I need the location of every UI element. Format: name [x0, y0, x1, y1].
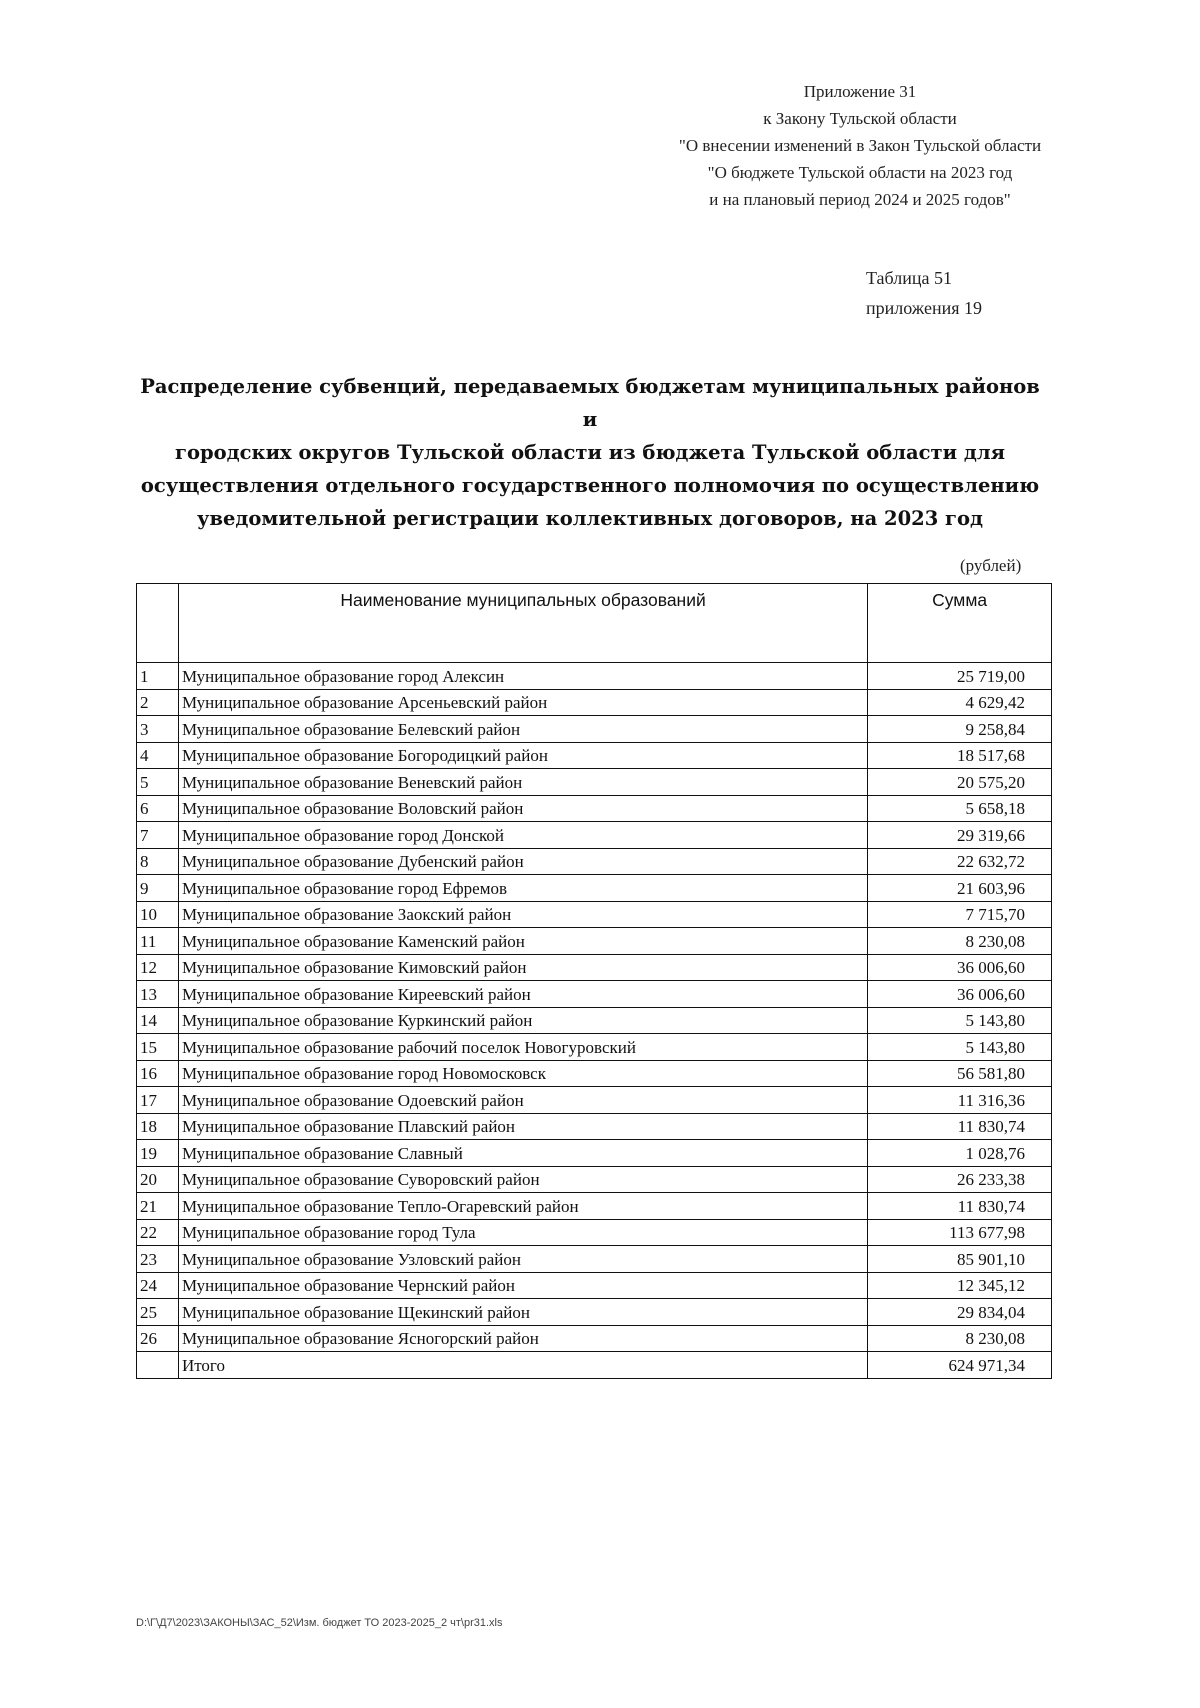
table-body — [137, 584, 1052, 1379]
table-header-row — [137, 584, 1052, 663]
cell-number: 7 — [137, 822, 179, 849]
cell-municipality: Муниципальное образование Одоевский район — [178, 1087, 867, 1114]
table-row — [137, 716, 1052, 743]
table-reference — [866, 263, 1066, 323]
cell-number: 1 — [137, 663, 179, 690]
cell-municipality: Муниципальное образование Дубенский район — [178, 848, 867, 875]
cell-amount: 85 901,10 — [868, 1246, 1052, 1273]
table-row — [137, 1113, 1052, 1140]
header-line: "О внесении изменений в Закон Тульской области — [678, 136, 1042, 155]
cell-municipality: Муниципальное образование Веневский район — [178, 769, 867, 796]
cell-amount: 29 319,66 — [868, 822, 1052, 849]
cell-municipality: Муниципальное образование Белевский район — [178, 716, 867, 743]
cell-municipality: Итого — [178, 1352, 867, 1379]
table-row — [137, 1299, 1052, 1326]
file-path-footer: D:\Г\Д7\2023\ЗАКОНЫ\ЗАС_52\Изм. бюджет ТО 2023-2025_2 чт\pr31.xls — [136, 1617, 503, 1629]
cell-municipality: Муниципальное образование город Донской — [178, 822, 867, 849]
table-row — [137, 1060, 1052, 1087]
table-row — [137, 822, 1052, 849]
table-row — [137, 1272, 1052, 1299]
header-line: и на плановый период 2024 и 2025 годов" — [709, 190, 1011, 209]
cell-amount: 36 006,60 — [868, 981, 1052, 1008]
cell-number: 6 — [137, 795, 179, 822]
cell-amount: 624 971,34 — [868, 1352, 1052, 1379]
total-row — [137, 1352, 1052, 1379]
table-row — [137, 742, 1052, 769]
header-sum: Сумма — [868, 584, 1052, 663]
cell-municipality: Муниципальное образование Суворовский район — [178, 1166, 867, 1193]
cell-municipality: Муниципальное образование рабочий поселок Новогуровский — [178, 1034, 867, 1061]
cell-municipality: Муниципальное образование Заокский район — [178, 901, 867, 928]
cell-number: 17 — [137, 1087, 179, 1114]
table-row — [137, 1087, 1052, 1114]
cell-amount: 25 719,00 — [868, 663, 1052, 690]
cell-municipality: Муниципальное образование Воловский район — [178, 795, 867, 822]
cell-number: 25 — [137, 1299, 179, 1326]
table-row — [137, 663, 1052, 690]
table-row — [137, 1007, 1052, 1034]
table-row — [137, 875, 1052, 902]
cell-amount: 36 006,60 — [868, 954, 1052, 981]
table-row — [137, 1140, 1052, 1167]
cell-number: 26 — [137, 1325, 179, 1352]
title-line: уведомительной регистрации коллективных договоров, на 2023 год — [196, 507, 984, 530]
table-row — [137, 1246, 1052, 1273]
cell-number: 19 — [137, 1140, 179, 1167]
cell-municipality: Муниципальное образование город Алексин — [178, 663, 867, 690]
header-line: к Закону Тульской области — [763, 109, 957, 128]
cell-number: 12 — [137, 954, 179, 981]
cell-number: 5 — [137, 769, 179, 796]
cell-municipality: Муниципальное образование Щекинский район — [178, 1299, 867, 1326]
cell-number: 16 — [137, 1060, 179, 1087]
cell-amount: 5 143,80 — [868, 1034, 1052, 1061]
table-row — [137, 1034, 1052, 1061]
cell-municipality: Муниципальное образование Плавский район — [178, 1113, 867, 1140]
cell-amount: 18 517,68 — [868, 742, 1052, 769]
cell-amount: 22 632,72 — [868, 848, 1052, 875]
cell-municipality: Муниципальное образование Кимовский район — [178, 954, 867, 981]
cell-number: 13 — [137, 981, 179, 1008]
cell-municipality: Муниципальное образование город Ефремов — [178, 875, 867, 902]
title-line: Распределение субвенций, передаваемых бюджетам муниципальных районов и — [140, 375, 1040, 431]
cell-municipality: Муниципальное образование Чернский район — [178, 1272, 867, 1299]
cell-municipality: Муниципальное образование Тепло-Огаревский район — [178, 1193, 867, 1220]
table-row — [137, 901, 1052, 928]
table-row — [137, 981, 1052, 1008]
cell-amount: 20 575,20 — [868, 769, 1052, 796]
cell-amount: 56 581,80 — [868, 1060, 1052, 1087]
units-label: (рублей) — [960, 556, 1022, 575]
table-row — [137, 954, 1052, 981]
cell-amount: 8 230,08 — [868, 928, 1052, 955]
cell-amount: 11 830,74 — [868, 1193, 1052, 1220]
cell-amount: 1 028,76 — [868, 1140, 1052, 1167]
header-name: Наименование муниципальных образований — [178, 584, 867, 663]
table-row — [137, 795, 1052, 822]
header-line: Приложение 31 — [803, 82, 917, 101]
cell-number: 9 — [137, 875, 179, 902]
cell-municipality: Муниципальное образование Каменский район — [178, 928, 867, 955]
cell-amount: 9 258,84 — [868, 716, 1052, 743]
table-row — [137, 1219, 1052, 1246]
cell-municipality: Муниципальное образование Киреевский район — [178, 981, 867, 1008]
table-row — [137, 689, 1052, 716]
cell-number: 22 — [137, 1219, 179, 1246]
cell-amount: 11 830,74 — [868, 1113, 1052, 1140]
document-title — [130, 370, 1050, 535]
table-row — [137, 848, 1052, 875]
cell-number: 11 — [137, 928, 179, 955]
cell-number: 10 — [137, 901, 179, 928]
cell-municipality: Муниципальное образование Славный — [178, 1140, 867, 1167]
cell-number — [137, 1352, 179, 1379]
cell-municipality: Муниципальное образование Ясногорский район — [178, 1325, 867, 1352]
cell-amount: 8 230,08 — [868, 1325, 1052, 1352]
cell-number: 3 — [137, 716, 179, 743]
cell-number: 24 — [137, 1272, 179, 1299]
table-number: Таблица 51 — [866, 268, 952, 288]
table-row — [137, 1325, 1052, 1352]
cell-number: 21 — [137, 1193, 179, 1220]
cell-number: 4 — [137, 742, 179, 769]
cell-municipality: Муниципальное образование Богородицкий район — [178, 742, 867, 769]
cell-amount: 7 715,70 — [868, 901, 1052, 928]
cell-municipality: Муниципальное образование город Тула — [178, 1219, 867, 1246]
table-row — [137, 1193, 1052, 1220]
cell-amount: 21 603,96 — [868, 875, 1052, 902]
cell-number: 23 — [137, 1246, 179, 1273]
title-line: осуществления отдельного государственного полномочия по осуществлению — [140, 474, 1040, 497]
cell-amount: 4 629,42 — [868, 689, 1052, 716]
cell-municipality: Муниципальное образование город Новомосковск — [178, 1060, 867, 1087]
cell-amount: 5 658,18 — [868, 795, 1052, 822]
title-line: городских округов Тульской области из бюджета Тульской области для — [175, 441, 1005, 464]
distribution-table — [136, 583, 1052, 1379]
cell-amount: 113 677,98 — [868, 1219, 1052, 1246]
cell-municipality: Муниципальное образование Куркинский район — [178, 1007, 867, 1034]
table-row — [137, 769, 1052, 796]
header-num — [137, 584, 179, 663]
cell-municipality: Муниципальное образование Узловский район — [178, 1246, 867, 1273]
appendix-reference: приложения 19 — [866, 298, 983, 318]
document-header — [640, 78, 1080, 213]
cell-number: 2 — [137, 689, 179, 716]
cell-amount: 12 345,12 — [868, 1272, 1052, 1299]
cell-number: 8 — [137, 848, 179, 875]
cell-amount: 11 316,36 — [868, 1087, 1052, 1114]
cell-amount: 5 143,80 — [868, 1007, 1052, 1034]
cell-amount: 26 233,38 — [868, 1166, 1052, 1193]
header-line: "О бюджете Тульской области на 2023 год — [707, 163, 1013, 182]
cell-municipality: Муниципальное образование Арсеньевский район — [178, 689, 867, 716]
cell-number: 14 — [137, 1007, 179, 1034]
table-row — [137, 1166, 1052, 1193]
cell-number: 18 — [137, 1113, 179, 1140]
cell-number: 20 — [137, 1166, 179, 1193]
cell-amount: 29 834,04 — [868, 1299, 1052, 1326]
table-row — [137, 928, 1052, 955]
cell-number: 15 — [137, 1034, 179, 1061]
